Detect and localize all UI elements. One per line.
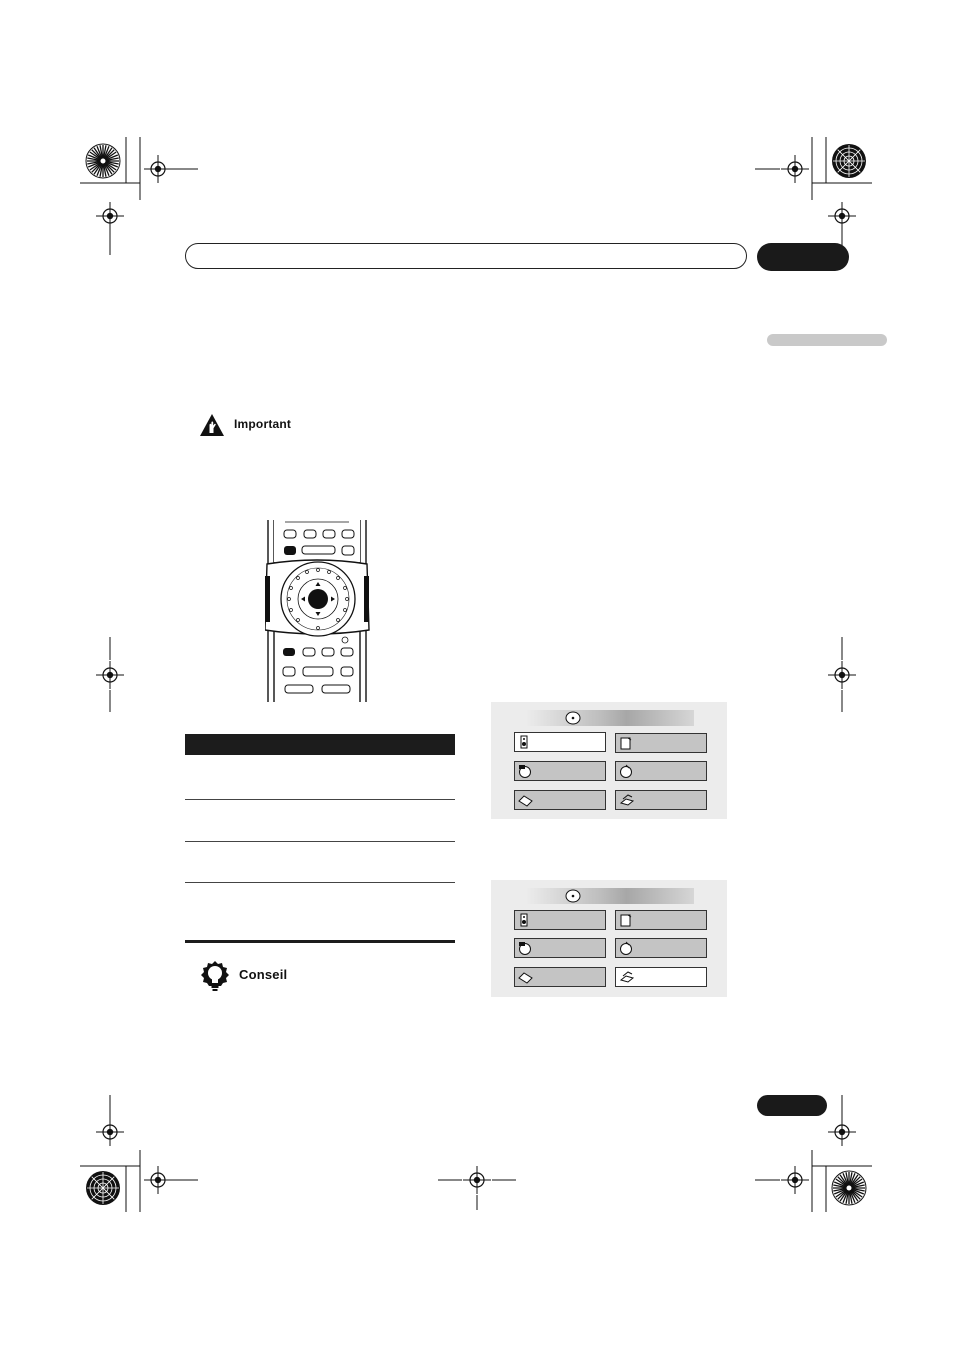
- disc-icon: [565, 889, 581, 903]
- menu-title-bar: [526, 710, 694, 726]
- menu-title-bar: [526, 888, 694, 904]
- menu-item-audio[interactable]: [514, 732, 606, 752]
- setup-menu-screen-2: [491, 880, 727, 997]
- audio-settings-icon: [518, 913, 532, 928]
- button-reference-table: [185, 734, 455, 943]
- language-tab: [767, 334, 887, 346]
- disc-navigator-icon: [619, 941, 633, 956]
- menu-item-initial-settings[interactable]: [615, 967, 707, 987]
- menu-item-usb[interactable]: [514, 790, 606, 810]
- initial-settings-icon: [619, 793, 635, 808]
- video-settings-icon: [619, 736, 633, 751]
- chapter-title-bar: [185, 243, 747, 269]
- tip-label: Conseil: [239, 967, 288, 982]
- setup-menu-screen-1: [491, 702, 727, 819]
- disc-navigator-icon: [619, 764, 633, 779]
- menu-item-play-mode[interactable]: [514, 761, 606, 781]
- menu-item-disc-navigator[interactable]: [615, 938, 707, 958]
- play-mode-icon: [518, 764, 532, 779]
- menu-item-video[interactable]: [615, 733, 707, 753]
- remote-control-illustration: [265, 520, 371, 702]
- page-number-tab: [757, 1095, 827, 1116]
- table-header: [185, 734, 455, 755]
- disc-icon: [565, 711, 581, 725]
- menu-item-disc-navigator[interactable]: [615, 761, 707, 781]
- play-mode-icon: [518, 941, 532, 956]
- usb-icon: [518, 793, 534, 808]
- important-label: Important: [234, 417, 292, 431]
- warning-hand-icon: [199, 413, 225, 437]
- usb-icon: [518, 970, 534, 985]
- video-settings-icon: [619, 913, 633, 928]
- audio-settings-icon: [518, 735, 532, 750]
- table-row: [185, 800, 455, 842]
- table-row: [185, 755, 455, 800]
- chapter-number-tab: [757, 243, 849, 271]
- menu-item-play-mode[interactable]: [514, 938, 606, 958]
- table-row: [185, 883, 455, 940]
- menu-item-video[interactable]: [615, 910, 707, 930]
- initial-settings-icon: [619, 970, 635, 985]
- menu-item-initial-settings[interactable]: [615, 790, 707, 810]
- table-row: [185, 842, 455, 883]
- table-bottom-rule: [185, 940, 455, 943]
- menu-item-audio[interactable]: [514, 910, 606, 930]
- lightbulb-icon: [199, 960, 231, 992]
- menu-item-usb[interactable]: [514, 967, 606, 987]
